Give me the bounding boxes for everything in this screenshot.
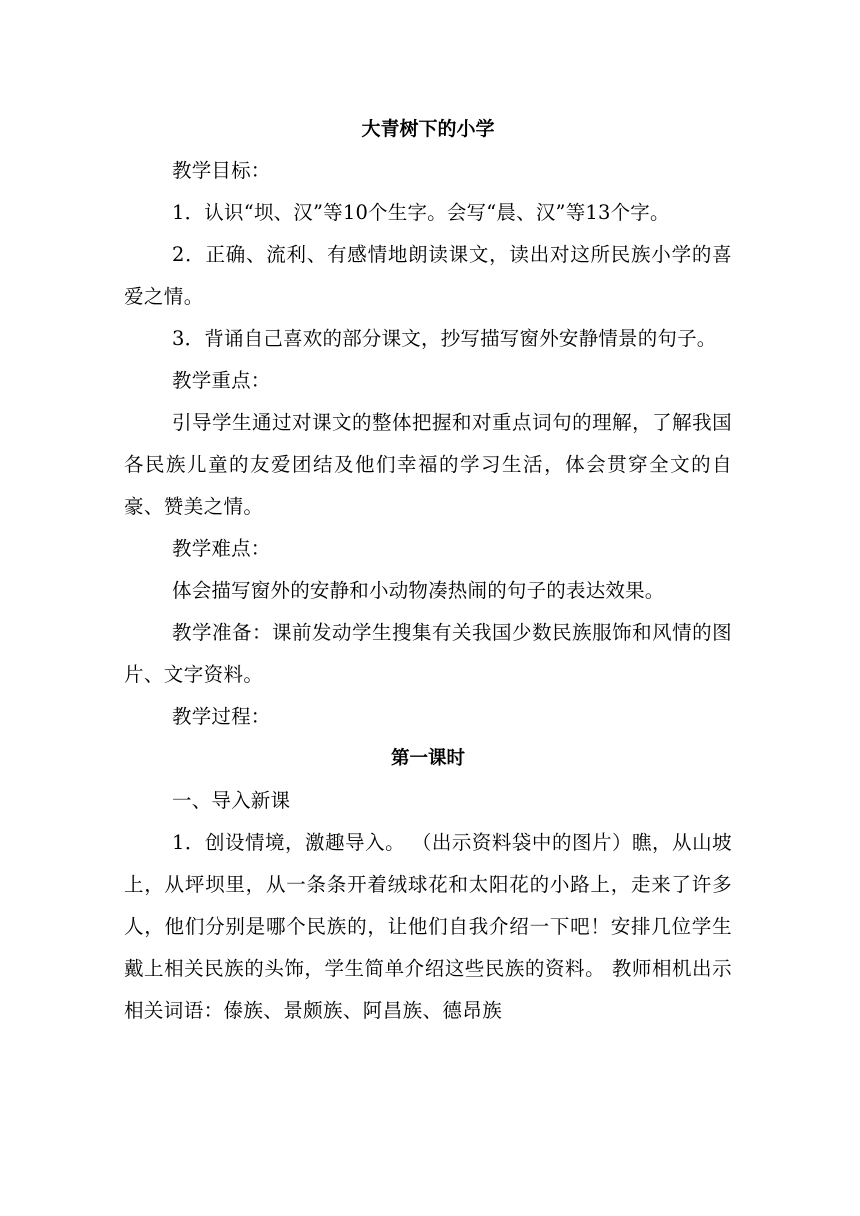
difficulties-text: 体会描写窗外的安静和小动物凑热闹的句子的表达效果。 [172,579,665,602]
section-1-step-1: 1．创设情境，激趣导入。 （出示资料袋中的图片）瞧，从山坡上，从坪坝里，从一条条开着绒球花和太阳花的小路上，走来了许多人，他们分别是哪个民族的，让他们自我介绍一下吧！安排几位学生戴上相关民族的头饰，学生简单介绍这些民族的资料。 教师相机出示相关词语：傣族、景颇族、阿昌族、德昂族 [124,831,732,1022]
key-points-heading: 教学重点： [172,369,271,392]
key-points-text: 引导学生通过对课文的整体把握和对重点词句的理解，了解我国各民族儿童的友爱团结及他们幸福的学习生活，体会贯穿全文的自豪、赞美之情。 [124,411,732,518]
preparation-text: 教学准备：课前发动学生搜集有关我国少数民族服饰和风情的图片、文字资料。 [124,621,732,686]
objective-item-1: 1．认识“坝、汉”等10个生字。会写“晨、汉”等13个字。 [172,201,670,224]
document-body [124,108,732,1032]
section-1-heading: 一、导入新课 [172,789,291,812]
difficulties-heading: 教学难点： [172,537,271,560]
objective-item-3: 3．背诵自己喜欢的部分课文，抄写描写窗外安静情景的句子。 [172,327,717,350]
document-title: 大青树下的小学 [361,118,495,140]
process-heading: 教学过程： [172,705,271,728]
objective-item-2: 2．正确、流利、有感情地朗读课文，读出对这所民族小学的喜爱之情。 [124,243,732,308]
lesson-heading: 第一课时 [390,748,465,769]
objectives-heading: 教学目标： [172,159,271,182]
